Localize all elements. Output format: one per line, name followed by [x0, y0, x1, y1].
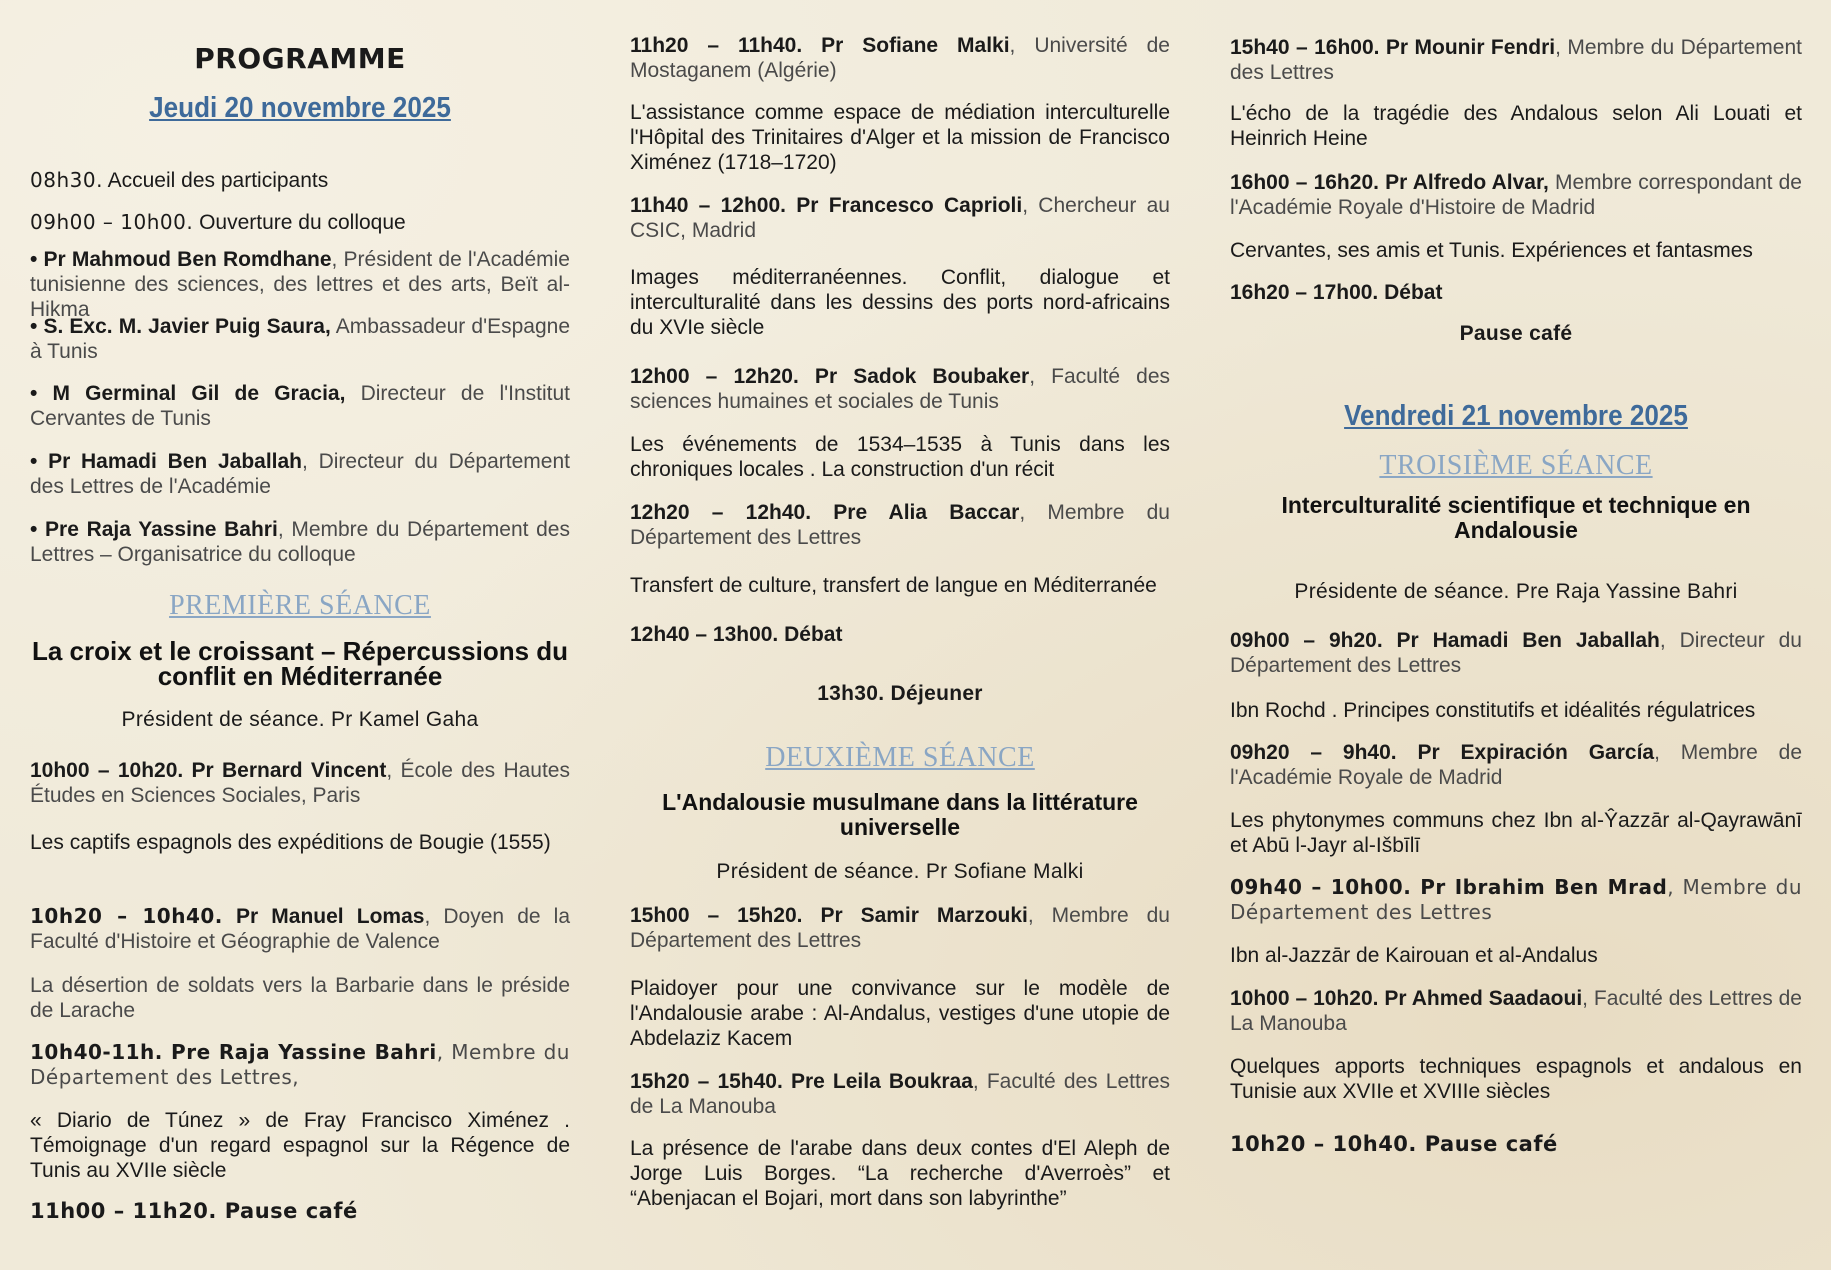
seance-2-theme: L'Andalousie musulmane dans la littérature universelle	[662, 789, 1138, 840]
talk-header	[1230, 170, 1802, 220]
talk-header	[630, 500, 1170, 550]
talk-speaker: Pr Samir Marzouki	[802, 904, 1028, 927]
opener-item	[30, 247, 570, 322]
talk-header	[30, 758, 570, 808]
talk-speaker: Pre Raja Yassine Bahri	[162, 1040, 437, 1064]
talk-time: 09h20 – 9h40.	[1230, 741, 1397, 764]
pause-cafe-3: 10h20 – 10h40. Pause café	[1230, 1132, 1558, 1156]
seance-1-heading: PREMIÈRE SÉANCE	[169, 590, 431, 621]
talk-time: 15h40 – 16h00.	[1230, 36, 1380, 59]
talk-speaker: Pr Bernard Vincent	[183, 759, 387, 782]
talk-speaker: Pr Mounir Fendri	[1379, 36, 1556, 59]
opener-affiliation: Directeur de l'Institut Cervantes de Tunis	[30, 382, 570, 430]
talk-speaker: Pr Alfredo Alvar,	[1378, 171, 1549, 194]
talk-header	[630, 1069, 1170, 1119]
opener-affiliation: , Directeur du Département des Lettres de l'Académie	[30, 450, 570, 498]
talk-time: 11h20 – 11h40.	[630, 34, 803, 57]
talk-time: 09h00 – 9h20.	[1230, 629, 1383, 652]
talk-speaker: Pre Leila Boukraa	[782, 1070, 973, 1093]
opener-name: • M Germinal Gil de Gracia,	[30, 382, 346, 405]
ouverture-time: 09h00 – 10h00.	[30, 210, 194, 234]
talk-header	[1230, 628, 1802, 678]
talk-title: La désertion de soldats vers la Barbarie dans le préside de Larache	[30, 974, 570, 1022]
accueil-time: 08h30.	[30, 168, 103, 192]
talk-affiliation: , Chercheur au CSIC, Madrid	[630, 194, 1170, 242]
debat-1	[630, 622, 1170, 647]
talk-header	[1230, 35, 1802, 85]
talk-time: 09h40 – 10h00.	[1230, 875, 1412, 899]
talk-header	[630, 364, 1170, 414]
talk-time: 12h00 – 12h20.	[630, 365, 799, 388]
day-1-title: Jeudi 20 novembre 2025	[149, 92, 451, 124]
opener-item	[30, 314, 570, 364]
talk-affiliation: , Doyen de la Faculté d'Histoire et Géographie de Valence	[30, 905, 571, 953]
talk-affiliation: , École des Hautes Études en Sciences Sociales, Paris	[30, 759, 570, 807]
talk-time: 15h20 – 15h40.	[630, 1070, 783, 1093]
talk-header	[630, 33, 1170, 83]
talk-header	[1230, 986, 1802, 1036]
seance-3-president: Présidente de séance. Pre Raja Yassine Bahri	[1294, 580, 1738, 603]
talk-speaker: Pre Alia Baccar	[811, 501, 1020, 524]
day-2-title: Vendredi 21 novembre 2025	[1344, 400, 1688, 432]
seance-3-theme: Interculturalité scientifique et technique en Andalousie	[1281, 492, 1751, 543]
programme-heading: PROGRAMME	[194, 42, 406, 75]
talk-affiliation: , Faculté des sciences humaines et sociales de Tunis	[630, 365, 1170, 413]
talk-title: Cervantes, ses amis et Tunis. Expériences et fantasmes	[1230, 239, 1753, 262]
talk-title: Ibn Rochd . Principes constitutifs et idéalités régulatrices	[1230, 699, 1756, 722]
accueil-text: Accueil des participants	[102, 169, 329, 192]
opener-name: • Pre Raja Yassine Bahri	[30, 518, 278, 541]
pause-cafe-2: Pause café	[1459, 322, 1573, 345]
talk-time: 10h40-11h.	[30, 1040, 163, 1064]
talk-time: 10h20 – 10h40.	[30, 904, 223, 928]
talk-speaker: Pr Manuel Lomas	[222, 905, 425, 928]
talk-title: L'assistance comme espace de médiation interculturelle l'Hôpital des Trinitaires d'Alger et la mission de Francisco Ximénez (1718–1720)	[630, 101, 1170, 174]
talk-affiliation: , Faculté des Lettres de La Manouba	[1230, 987, 1802, 1035]
talk-speaker: Pr Ahmed Saadaoui	[1378, 987, 1583, 1010]
talk-title: Les événements de 1534–1535 à Tunis dans les chroniques locales . La construction d'un récit	[630, 433, 1170, 481]
talk-affiliation: Membre correspondant de l'Académie Royale d'Histoire de Madrid	[1230, 171, 1802, 219]
talk-title: Ibn al-Jazzār de Kairouan et al-Andalus	[1230, 944, 1598, 967]
talk-affiliation: , Membre du Département des Lettres	[630, 501, 1170, 549]
ouverture-line	[30, 210, 570, 235]
talk-title: Les captifs espagnols des expéditions de Bougie (1555)	[30, 831, 551, 854]
talk-affiliation: , Membre du Département des Lettres	[1230, 875, 1802, 924]
talk-affiliation: , Membre du Département des Lettres	[1230, 36, 1802, 84]
talk-affiliation: , Membre du Département des Lettres,	[30, 1040, 570, 1089]
opener-name: • Pr Hamadi Ben Jaballah	[30, 450, 303, 473]
talk-time: 10h00 – 10h20.	[30, 759, 184, 782]
seance-1-theme: La croix et le croissant – Répercussions du conflit en Méditerranée	[31, 636, 569, 691]
talk-header	[30, 904, 570, 954]
talk-time: 15h00 – 15h20.	[630, 904, 803, 927]
talk-header	[1230, 740, 1802, 790]
talk-title: Quelques apports techniques espagnols et andalous en Tunisie aux XVIIe et XVIIIe siècles	[1230, 1055, 1802, 1103]
talk-speaker: Pr Francesco Caprioli	[785, 194, 1023, 217]
talk-speaker: Pr Hamadi Ben Jaballah	[1382, 629, 1660, 652]
talk-title: « Diario de Túnez » de Fray Francisco Ximénez . Témoignage d'un regard espagnol sur la Régence de Tunis au XVIIe siècle	[30, 1109, 570, 1182]
talk-affiliation: , Université de Mostaganem (Algérie)	[630, 34, 1170, 82]
ouverture-text: Ouverture du colloque	[193, 211, 406, 234]
seance-1-president: Président de séance. Pr Kamel Gaha	[121, 708, 479, 731]
pause-cafe-1: 11h00 – 11h20. Pause café	[30, 1199, 358, 1223]
talk-title: Plaidoyer pour une convivance sur le modèle de l'Andalousie arabe : Al-Andalus, vestiges d'une utopie de Abdelaziz Kacem	[630, 977, 1170, 1050]
talk-affiliation: , Membre de l'Académie Royale de Madrid	[1230, 741, 1802, 789]
talk-title: Les phytonymes communs chez Ibn al-Ŷazzār al-Qayrawānī et Abū l-Jayr al-Išbīlī	[1230, 809, 1802, 857]
talk-speaker: Pr Sofiane Malki	[802, 34, 1010, 57]
opener-name: • S. Exc. M. Javier Puig Saura,	[30, 315, 331, 338]
talk-affiliation: , Directeur du Département des Lettres	[1230, 629, 1802, 677]
talk-affiliation: , Faculté des Lettres de La Manouba	[630, 1070, 1170, 1118]
talk-time: 10h00 – 10h20.	[1230, 987, 1379, 1010]
talk-header	[630, 193, 1170, 243]
talk-title: Transfert de culture, transfert de langue en Méditerranée	[630, 574, 1157, 597]
opener-affiliation: Ambassadeur d'Espagne à Tunis	[30, 315, 570, 363]
talk-header	[30, 1040, 570, 1090]
talk-title: L'écho de la tragédie des Andalous selon Ali Louati et Heinrich Heine	[1230, 102, 1802, 150]
column-2	[630, 0, 1170, 1270]
talk-title: La présence de l'arabe dans deux contes d'El Aleph de Jorge Luis Borges. “La recherche d'Averroès” et “Abenjacan el Bojari, mort dans son labyrinthe”	[630, 1137, 1170, 1210]
column-1	[30, 0, 570, 1270]
seance-3-heading: TROISIÈME SÉANCE	[1379, 450, 1653, 481]
seance-2-heading: DEUXIÈME SÉANCE	[765, 742, 1035, 773]
talk-title: Images méditerranéennes. Conflit, dialogue et interculturalité dans les dessins des ports nord-africains du XVIe siècle	[630, 266, 1170, 339]
debat-2-text: 16h20 – 17h00. Débat	[1230, 281, 1443, 304]
opener-affiliation: , Président de l'Académie tunisienne des sciences, des lettres et des arts, Beït al-Hikma	[30, 248, 570, 321]
column-3	[1230, 0, 1802, 1270]
talk-speaker: Pr Sadok Boubaker	[798, 365, 1030, 388]
debat-2	[1230, 280, 1802, 305]
talk-time: 11h40 – 12h00.	[630, 194, 786, 217]
talk-time: 16h00 – 16h20.	[1230, 171, 1379, 194]
accueil-line	[30, 168, 570, 193]
talk-speaker: Pr Expiración García	[1396, 741, 1655, 764]
talk-time: 12h20 – 12h40.	[630, 501, 812, 524]
opener-item	[30, 381, 570, 431]
opener-item	[30, 517, 570, 567]
opener-affiliation: , Membre du Département des Lettres – Organisatrice du colloque	[30, 518, 570, 566]
seance-2-president: Président de séance. Pr Sofiane Malki	[716, 860, 1084, 883]
opener-item	[30, 449, 570, 499]
talk-header	[630, 903, 1170, 953]
talk-header	[1230, 875, 1802, 925]
dejeuner: 13h30. Déjeuner	[817, 682, 983, 705]
talk-affiliation: , Membre du Département des Lettres	[630, 904, 1170, 952]
debat-1-text: 12h40 – 13h00. Débat	[630, 623, 843, 646]
talk-speaker: Pr Ibrahim Ben Mrad	[1411, 875, 1668, 899]
opener-name: • Pr Mahmoud Ben Romdhane	[30, 248, 332, 271]
